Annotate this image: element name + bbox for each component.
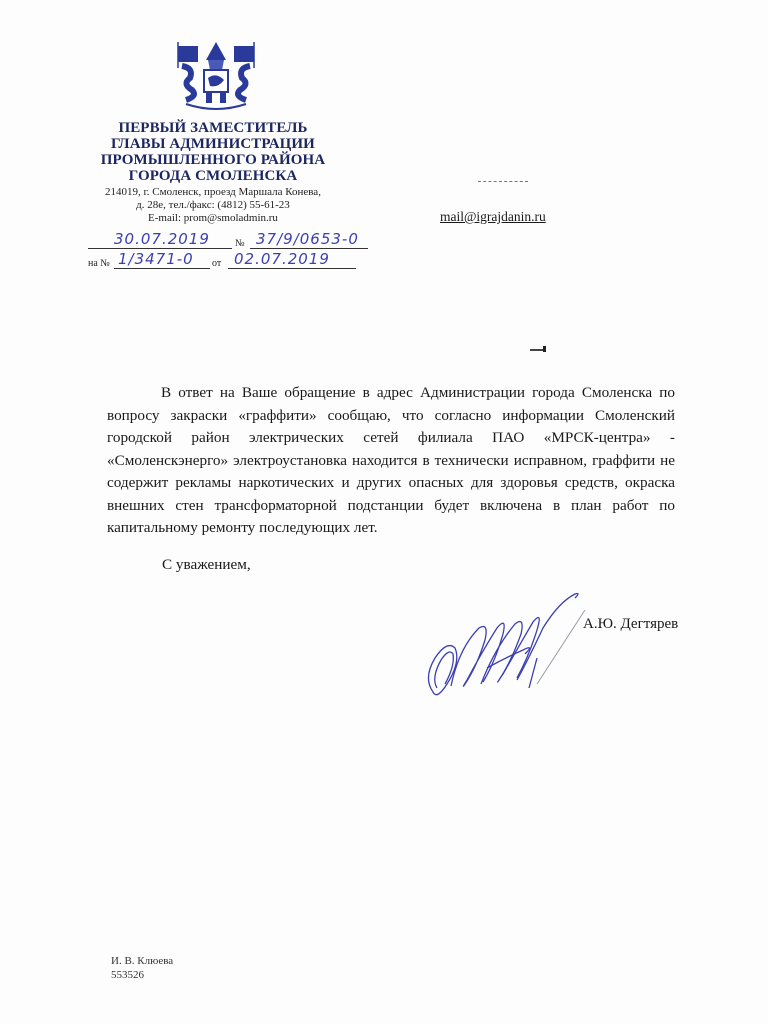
letterhead-address-phone: д. 28е, тел./факс: (4812) 55-61-23	[136, 199, 290, 211]
handwritten-signature	[425, 588, 590, 703]
letterhead-address: 214019, г. Смоленск, проезд Маршала Конева,	[105, 186, 321, 198]
ref-date: 02.07.2019	[234, 250, 330, 268]
scan-mark	[478, 181, 528, 182]
ref-number-label: на №	[88, 258, 110, 269]
executor-name: И. В. Клюева	[111, 955, 174, 967]
registration-row-outgoing	[84, 232, 374, 252]
recipient-email: mail@igrajdanin.ru	[440, 209, 546, 224]
closing-salutation: С уважением,	[162, 556, 251, 573]
executor-phone: 553526	[111, 969, 144, 981]
letterhead-title-line: ГОРОДА СМОЛЕНСКА	[128, 168, 298, 184]
executor-block	[111, 954, 173, 982]
signer-name: А.Ю. Дегтярев	[583, 616, 679, 632]
registration-block	[84, 232, 374, 276]
letterhead-title-line: ГЛАВЫ АДМИНИСТРАЦИИ	[111, 136, 315, 152]
letterhead-title-line: ПРОМЫШЛЕННОГО РАЙОНА	[100, 152, 326, 168]
scan-mark	[543, 346, 546, 352]
number-label: №	[235, 238, 245, 249]
letterhead	[78, 120, 348, 225]
outgoing-date: 30.07.2019	[114, 230, 210, 248]
letterhead-email: E-mail: prom@smoladmin.ru	[148, 212, 278, 224]
scan-mark	[530, 349, 544, 351]
letter-body	[107, 382, 675, 540]
ref-number: 1/3471-0	[118, 250, 194, 268]
registration-row-reference	[84, 252, 374, 272]
letterhead-title-line: ПЕРВЫЙ ЗАМЕСТИТЕЛЬ	[118, 120, 308, 136]
coat-of-arms-emblem	[168, 38, 264, 112]
outgoing-number: 37/9/0653-0	[256, 230, 359, 248]
ref-date-label: от	[212, 258, 222, 269]
body-paragraph: В ответ на Ваше обращение в адрес Администрации города Смоленска по вопросу закраски «граффити» сообщаю, что согласно информации Смоленский городской район электрических сетей филиала ПАО «МРСК-центра» - «Смоленскэнерго» электроустановка находится в технически исправном, граффити не содержит рекламы наркотических и других опасных для здоровья средств, окраска внешних стен трансформаторной подстанции будет включена в план работ по капитальному ремонту последующих лет.	[107, 384, 675, 536]
